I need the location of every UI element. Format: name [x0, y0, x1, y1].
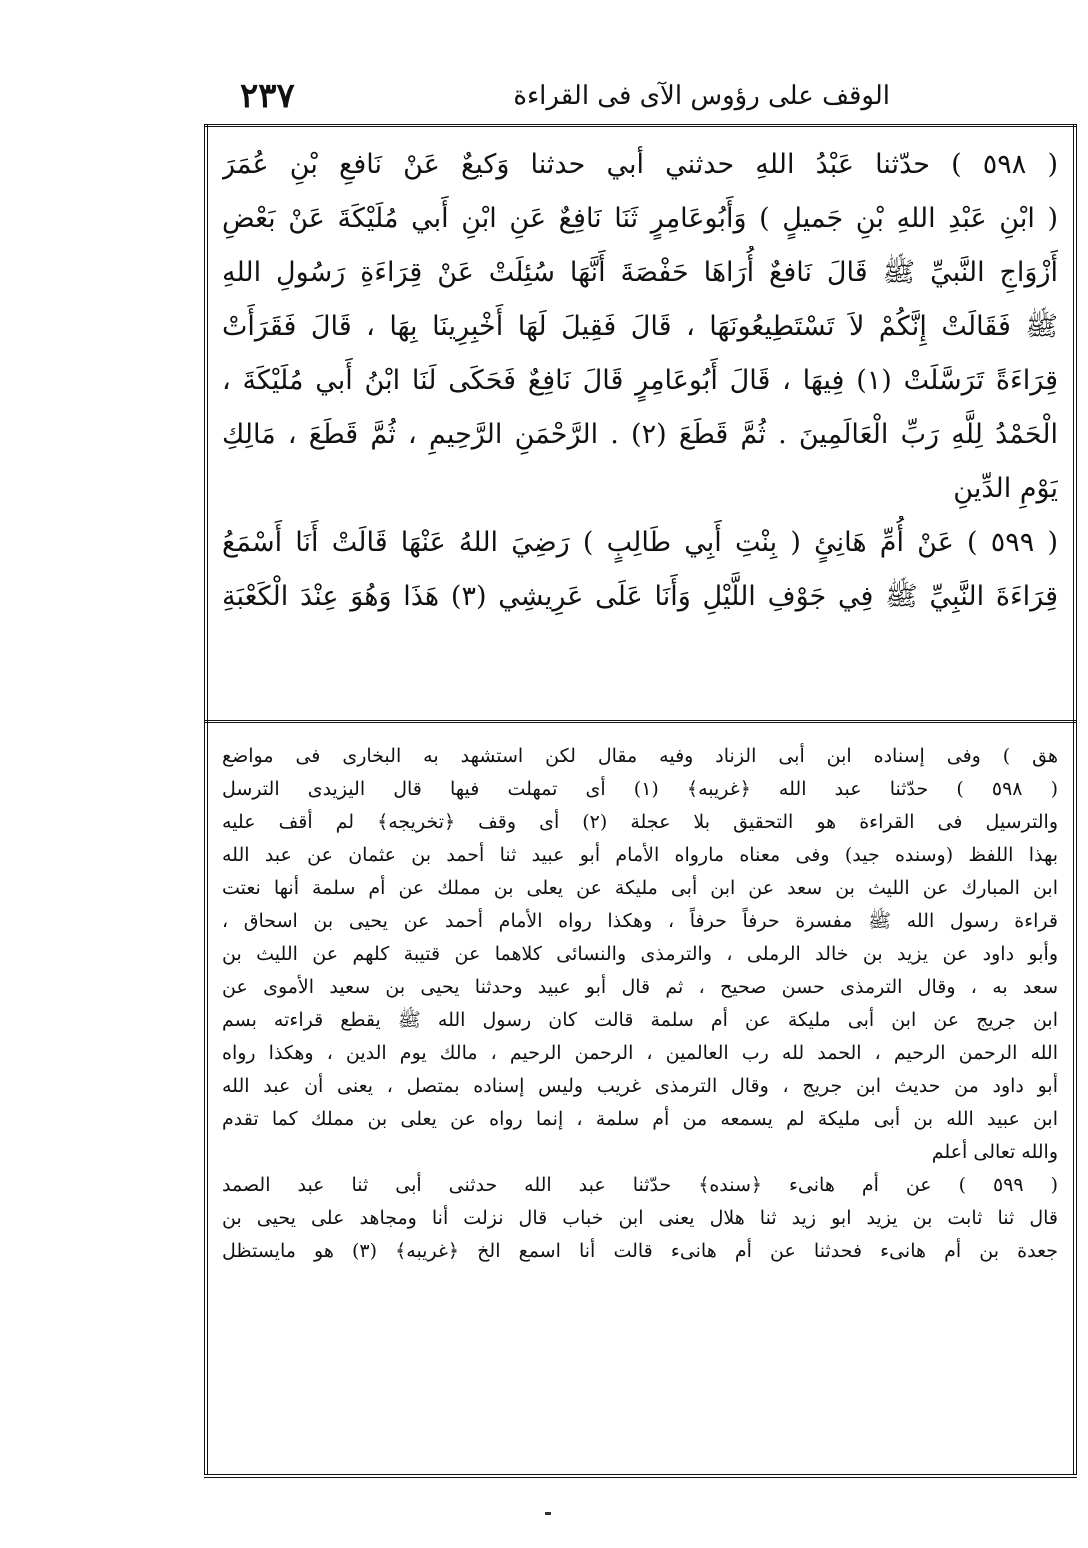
note-line: ( ٥٩٩ ) عن أم هانىء ﴿سنده﴾ حدّثنا عبد الله حدثنى أبى ثنا عبد الصمد [222, 1174, 1058, 1196]
commentary-notes [222, 740, 1058, 1268]
note-line: ابن المبارك عن الليث بن سعد عن ابن أبى مليكة عن يعلى بن مملك عن أم سلمة أنها نعتت [222, 877, 1058, 899]
hadith-line: ﷺ فَقَالَتْ إِنَّكُمْ لاَ تَسْتَطِيعُونَهَا ، قَالَ فَقِيلَ لَهَا أَخْبِرِينَا بِهَا ، قَالَ فَقَرَأَتْ [222, 311, 1058, 342]
note-line: ( ٥٩٨ ) حدّثنا عبد الله ﴿غريبه﴾ (١) أى تمهلت فيها قال اليزيدى الترسل [222, 778, 1058, 800]
note-line: قراءة رسول الله ﷺ مفسرة حرفاً حرفاً ، وهكذا رواه الأمام أحمد عن يحيى بن اسحاق ، [222, 910, 1058, 932]
note-line: أبو داود من حديث ابن جريج ، وقال الترمذى غريب وليس إسناده بمتصل ، يعنى أن عبد الله [222, 1075, 1058, 1097]
note-line: ابن عبيد الله بن أبى مليكة لم يسمعه من أم سلمة ، إنما رواه عن يعلى بن مملك كما تقدم [222, 1108, 1058, 1130]
hadith-line: قِرَاءَةَ النَّبِيِّ ﷺ فِي جَوْفِ اللَّيْلِ وَأَنَا عَلَى عَرِيشِي (٣) هَذَا وَهُوَ عِنْدَ الْكَعْبَةِ [222, 581, 1058, 612]
note-line: جعدة بن أم هانىء فحدثنا عن أم هانىء قالت أنا اسمع الخ ﴿غريبه﴾ (٣) هو مايستظل [222, 1240, 1058, 1262]
hadith-line: يَوْمِ الدِّينِ [953, 473, 1058, 504]
top-rule [204, 124, 1077, 127]
note-line: بهذا اللفظ (وسنده جيد) وفى معناه مارواه الأمام أبو عبيد ثنا أحمد بن عثمان عن عبد الله [222, 844, 1058, 866]
print-speck [545, 1512, 551, 1515]
note-line: هق ) وفى إسناده ابن أبى الزناد وفيه مقال لكن استشهد به البخارى فى مواضع [222, 745, 1058, 767]
note-line: والترسيل فى القراءة هو التحقيق بلا عجلة (٢) أى وقف ﴿تخريجه﴾ لم أقف عليه [222, 811, 1058, 833]
footnote-divider [204, 720, 1077, 723]
note-line: والله تعالى أعلم [931, 1141, 1058, 1163]
hadith-line: قِرَاءَةً تَرَسَّلَتْ (١) فِيهَا ، قَالَ أَبُوعَامِرٍ قَالَ نَافِعٌ فَحَكَى لَنَا ابْنُ أَبي مُلَيْكَةَ ، [222, 365, 1058, 396]
page-header [240, 70, 890, 122]
note-line: سعد به ، وقال الترمذى حسن صحيح ، ثم قال أبو عبيد وحدثنا يحيى بن سعيد الأموى عن [222, 976, 1058, 998]
note-line: وأبو داود عن يزيد بن خالد الرملى ، والترمذى والنسائى كلاهما عن قتيبة كلهم عن الليث بن [222, 943, 1058, 965]
hadith-line: ( ٥٩٩ ) عَنْ أُمِّ هَانِئٍ ( بِنْتِ أَبِي طَالِبٍ ) رَضِيَ اللهُ عَنْهَا قَالَتْ أَنَا أَسْمَعُ [222, 527, 1058, 558]
hadith-line: الْحَمْدُ لِلَّهِ رَبِّ الْعَالَمِينَ . ثُمَّ قَطَعَ (٢) . الرَّحْمَنِ الرَّحِيمِ ، ثُمَّ قَطَعَ ، مَالِكِ [222, 419, 1058, 450]
bottom-rule [204, 1474, 1077, 1478]
note-line: قال ثنا ثابت بن يزيد ابو زيد ثنا هلال يعنى ابن خباب قال نزلت أنا ومجاهد على يحيى بن [222, 1207, 1058, 1229]
running-title: الوقف على رؤوس الآى فى القراءة [513, 81, 890, 111]
page-number: ٢٣٧ [240, 76, 295, 116]
hadith-text [222, 138, 1058, 624]
note-line: الله الرحمن الرحيم ، الحمد لله رب العالمين ، الرحمن الرحيم ، مالك يوم الدين ، وهكذا رواه [222, 1042, 1058, 1064]
hadith-line: ( ابْنِ عَبْدِ اللهِ بْنِ جَميلٍ ) وَأَبُوعَامِرٍ ثَنَا نَافِعٌ عَنِ ابْنِ أَبي مُلَيْكَةَ عَنْ بَعْضِ [222, 203, 1058, 234]
hadith-line: أَزْوَاجِ النَّبيِّ ﷺ قَالَ نَافعٌ أُرَاهَا حَفْصَةَ أَنَّهَا سُئِلَتْ عَنْ قِرَاءَةِ رَسُولِ اللهِ [222, 257, 1058, 288]
note-line: ابن جريج عن ابن أبى مليكة عن أم سلمة قالت كان رسول الله ﷺ يقطع قراءته بسم [222, 1009, 1058, 1031]
hadith-line: ( ٥٩٨ ) حدّثنا عَبْدُ اللهِ حدثني أبي حدثنا وَكيعٌ عَنْ نَافعِ بْنِ عُمَرَ [222, 149, 1058, 180]
